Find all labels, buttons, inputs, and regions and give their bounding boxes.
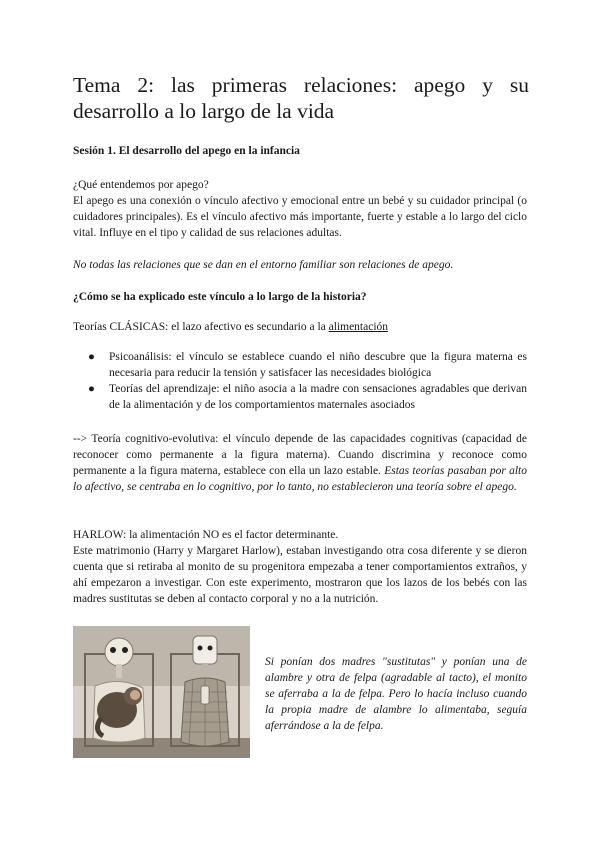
cognitive-theory-text: --> Teoría cognitivo-evolutiva: el vínculo depende de las capacidades cognitivas (capacidad de reconocer como permanente a la figura materna). Cuando discrimina y reconoce como permanente a la figura materna, establece con ella un lazo estable. xyxy=(73,433,527,477)
cognitive-theory xyxy=(73,431,527,495)
classic-theories-prefix: Teorías CLÁSICAS: el lazo afectivo es secundario a la xyxy=(73,321,329,333)
question-what-is-attachment: ¿Qué entendemos por apego? xyxy=(73,179,209,191)
title-line-1: Tema 2: las primeras relaciones: apego y su xyxy=(73,73,529,97)
cognitive-theory-italic: Estas teorías pasaban por alto lo afectivo, se centraba en lo cognitivo, por lo tanto, no establecieron una teoría sobre el apego. xyxy=(73,465,527,493)
title-line-2: desarrollo a lo largo de la vida xyxy=(73,99,335,123)
feeding-underlined: alimentación xyxy=(328,321,389,333)
session-heading: Sesión 1. El desarrollo del apego en la infancia xyxy=(73,145,300,157)
family-relations-note: No todas las relaciones que se dan en el entorno familiar son relaciones de apego. xyxy=(73,259,454,271)
list-item-psychoanalysis xyxy=(73,349,527,381)
document-title xyxy=(73,72,529,124)
attachment-definition: El apego es una conexión o vínculo afectivo y emocional entre un bebé y su cuidador principal (o cuidadores principales). Es el vínculo afectivo más importante, fuerte y estable a lo largo del ciclo vital. Influye en el tipo y calidad de sus relaciones adultas. xyxy=(73,195,527,239)
bullet-dot-icon: ● xyxy=(88,351,95,363)
photo-caption: Si ponían dos madres "sustitutas" y ponían una de alambre y otra de felpa (agradable al tacto), el monito se aferraba a la de felpa. Pero lo hacía incluso cuando la propia madre de alambre lo alimentaba, seguía aferrándose a la de felpa. xyxy=(265,656,527,732)
bullet-dot-icon: ● xyxy=(88,383,95,395)
history-question: ¿Cómo se ha explicado este vínculo a lo largo de la historia? xyxy=(73,291,367,303)
list-item-text: Psicoanálisis: el vínculo se establece cuando el niño descubre que la figura materna es necesaria para reducir la tensión y satisfacer las necesidades biológica xyxy=(109,351,527,379)
harlow-monkey-photo xyxy=(73,626,250,758)
list-item-learning-theories xyxy=(73,381,527,413)
harlow-description: Este matrimonio (Harry y Margaret Harlow), estaban investigando otra cosa diferente y se dieron cuenta que si retiraba al monito de su progenitora empezaba a tener comportamientos extraños, y ahí empezaron a investigar. Con este experimento, mostraron que los lazos de los bebés con las madres sustitutas se deben al contacto corporal y no a la nutrición. xyxy=(73,545,527,605)
theories-list xyxy=(73,349,527,413)
harlow-heading: HARLOW: la alimentación NO es el factor determinante. xyxy=(73,529,339,541)
list-item-text: Teorías del aprendizaje: el niño asocia a la madre con sensaciones agradables que derivan de la alimentación y de los comportamientos maternales asociados xyxy=(109,383,527,411)
classic-theories xyxy=(73,319,527,335)
